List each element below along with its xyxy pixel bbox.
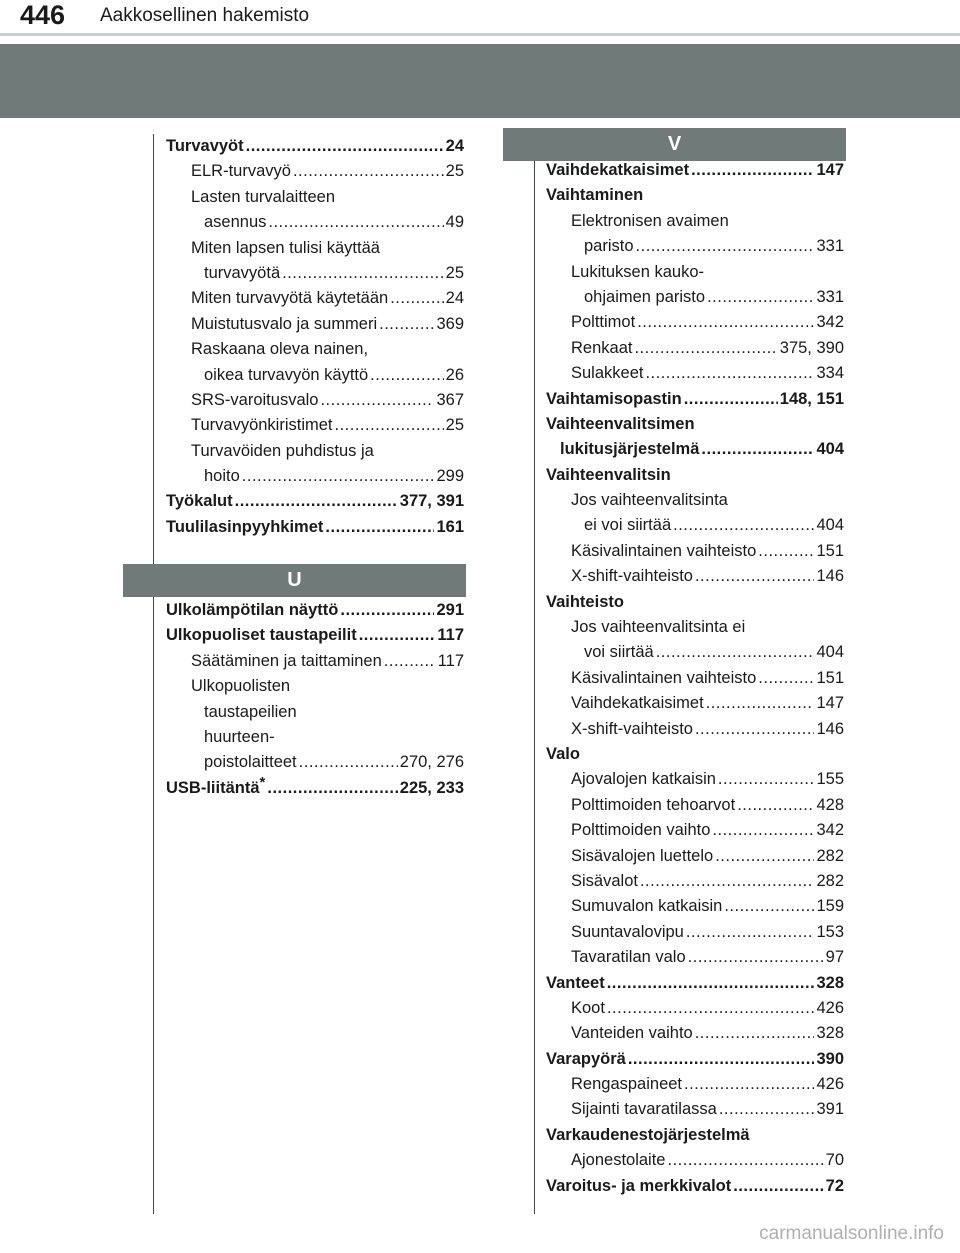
entry-term: asennus <box>204 213 267 232</box>
entry-page-ref: 24 <box>445 137 464 155</box>
index-entry <box>546 1072 844 1097</box>
entry-term: Elektronisen avaimen <box>571 211 729 230</box>
entry-term: Valo <box>546 744 580 763</box>
entry-page-ref: 97 <box>825 948 844 967</box>
dot-leader <box>715 844 814 869</box>
entry-term: Käsivalintainen vaihteisto <box>571 668 757 687</box>
entry-page-ref: 342 <box>816 313 844 332</box>
dot-leader <box>268 210 443 235</box>
dot-leader <box>695 564 815 589</box>
dot-leader <box>706 691 815 716</box>
section-u-entries <box>166 598 464 801</box>
index-entry <box>546 666 844 691</box>
entry-page-ref: 282 <box>816 871 844 890</box>
dot-leader <box>282 261 444 286</box>
index-entry <box>546 818 844 843</box>
index-entry <box>546 412 844 437</box>
section-v-header: V <box>503 128 846 161</box>
header-band <box>0 44 960 118</box>
dot-leader <box>325 515 434 540</box>
left-column-entries <box>166 134 464 540</box>
entry-term: poistolaitteet <box>204 753 297 772</box>
index-entry <box>166 773 464 801</box>
index-entry <box>166 674 464 699</box>
entry-term: X-shift-vaihteisto <box>571 567 693 586</box>
entry-term: Koot <box>571 998 605 1017</box>
dot-leader <box>370 363 443 388</box>
index-entry <box>166 439 464 464</box>
dot-leader <box>335 413 444 438</box>
watermark: carmanualsonline.info <box>759 1223 944 1244</box>
entry-page-ref: 117 <box>437 626 464 645</box>
index-entry <box>166 413 464 438</box>
index-entry <box>546 1097 844 1122</box>
index-entry <box>546 793 844 818</box>
entry-page-ref: 147 <box>816 694 844 713</box>
dot-leader <box>320 388 434 413</box>
index-entry <box>546 437 844 462</box>
entry-page-ref: 147 <box>816 161 844 179</box>
index-entry <box>166 700 464 725</box>
entry-term: lukitusjärjestelmä <box>560 440 700 459</box>
entry-term: Varapyörä <box>546 1049 626 1068</box>
index-entry <box>546 488 844 513</box>
index-entry <box>166 464 464 489</box>
dot-leader <box>235 489 398 514</box>
dot-leader <box>673 513 814 538</box>
entry-term: Polttimoiden vaihto <box>571 821 711 840</box>
entry-term: taustapeilien <box>204 702 297 721</box>
index-entry <box>546 767 844 792</box>
entry-page-ref: 390 <box>816 1049 844 1068</box>
dot-leader <box>758 666 814 691</box>
entry-page-ref: 225, 233 <box>399 778 464 797</box>
index-entry <box>546 894 844 919</box>
dot-leader <box>634 336 777 361</box>
entry-term: Tavaratilan valo <box>571 948 686 967</box>
dot-leader <box>688 945 824 970</box>
index-entry <box>166 134 464 159</box>
entry-page-ref: 331 <box>816 287 844 306</box>
dot-leader <box>695 717 815 742</box>
entry-term: Polttimoiden tehoarvot <box>571 795 736 814</box>
index-entry <box>546 971 844 996</box>
index-entry <box>546 463 844 488</box>
index-entry <box>166 725 464 750</box>
index-entry <box>546 920 844 945</box>
entry-page-ref: 404 <box>816 516 844 535</box>
entry-page-ref: 291 <box>436 601 464 619</box>
entry-term: ei voi siirtää <box>584 516 672 535</box>
entry-term: Raskaana oleva nainen, <box>191 340 369 359</box>
index-entry <box>546 564 844 589</box>
entry-term: Vaihteisto <box>546 592 624 611</box>
index-entry <box>546 260 844 285</box>
dot-leader <box>359 623 436 648</box>
entry-page-ref: 328 <box>816 1024 844 1043</box>
entry-term: Turvavöiden puhdistus ja <box>191 441 374 460</box>
entry-page-ref: 367 <box>436 390 464 409</box>
dot-leader <box>242 464 435 489</box>
entry-term: Turvavyöt <box>166 137 244 155</box>
entry-page-ref: 377, 391 <box>399 492 464 511</box>
dot-leader <box>390 286 443 311</box>
entry-page-ref: 146 <box>816 719 844 738</box>
index-entry <box>546 336 844 361</box>
index-entry <box>166 261 464 286</box>
entry-term: Vaihtaminen <box>546 186 644 205</box>
entry-term: Jos vaihteenvalitsinta ei <box>571 618 746 637</box>
index-entry <box>166 649 464 674</box>
entry-page-ref: 25 <box>445 416 464 435</box>
entry-page-ref: 328 <box>816 973 844 992</box>
dot-leader <box>691 158 814 183</box>
dot-leader <box>607 971 815 996</box>
entry-term: Säätäminen ja taittaminen <box>191 651 382 670</box>
index-entry <box>546 1148 844 1173</box>
entry-term: Ajovalojen katkaisin <box>571 770 716 789</box>
entry-term: Sijainti tavaratilassa <box>571 1100 717 1119</box>
entry-page-ref: 148, 151 <box>779 389 844 408</box>
index-entry <box>166 363 464 388</box>
entry-page-ref: 375, 390 <box>779 338 844 357</box>
index-entry <box>546 387 844 412</box>
entry-term: Miten lapsen tulisi käyttää <box>191 238 380 257</box>
entry-term: Varkaudenestojärjestelmä <box>546 1125 750 1144</box>
page-number: 446 <box>20 0 66 30</box>
entry-page-ref: 404 <box>816 440 844 459</box>
entry-term: paristo <box>584 237 634 256</box>
footnote-asterisk: * <box>259 773 266 791</box>
dot-leader <box>686 920 815 945</box>
page-title: Aakkosellinen hakemisto <box>100 5 310 26</box>
index-entry <box>546 717 844 742</box>
entry-page-ref: 159 <box>816 897 844 916</box>
entry-term: USB-liitäntä <box>166 778 260 797</box>
entry-page-ref: 146 <box>816 567 844 586</box>
entry-term: ELR-turvavyö <box>191 162 291 181</box>
dot-leader <box>607 996 815 1021</box>
dot-leader <box>737 793 814 818</box>
dot-leader <box>758 539 814 564</box>
entry-term: Renkaat <box>571 338 633 357</box>
entry-term: Lasten turvalaitteen <box>191 187 336 206</box>
index-entry <box>166 159 464 184</box>
entry-term: turvavyötä <box>204 263 281 282</box>
left-column-rule <box>153 134 154 1214</box>
index-entry <box>546 539 844 564</box>
entry-page-ref: 72 <box>825 1176 844 1195</box>
entry-term: ohjaimen paristo <box>584 287 706 306</box>
entry-term: Sulakkeet <box>571 364 644 383</box>
entry-page-ref: 428 <box>816 795 844 814</box>
index-entry <box>546 1174 844 1199</box>
dot-leader <box>695 1021 815 1046</box>
dot-leader <box>293 159 444 184</box>
entry-term: Sisävalot <box>571 871 638 890</box>
entry-page-ref: 299 <box>436 467 464 486</box>
entry-term: Turvavyönkiristimet <box>191 416 333 435</box>
entry-page-ref: 369 <box>436 314 464 333</box>
dot-leader <box>299 750 398 775</box>
index-entry <box>166 750 464 775</box>
index-entry <box>546 513 844 538</box>
entry-term: Ajonestolaite <box>571 1151 666 1170</box>
index-entry <box>546 844 844 869</box>
entry-term: Ulkolämpötilan näyttö <box>166 601 339 619</box>
entry-page-ref: 25 <box>445 263 464 282</box>
entry-term: voi siirtää <box>584 643 654 662</box>
index-entry <box>546 361 844 386</box>
entry-term: Miten turvavyötä käytetään <box>191 289 389 308</box>
entry-page-ref: 270, 276 <box>399 753 464 772</box>
entry-term: SRS-varoitusvalo <box>191 390 319 409</box>
entry-term: Sisävalojen luettelo <box>571 846 714 865</box>
entry-term: Varoitus- ja merkkivalot <box>546 1176 732 1195</box>
entry-page-ref: 334 <box>816 364 844 383</box>
index-entry <box>166 489 464 514</box>
entry-page-ref: 161 <box>436 517 464 536</box>
index-entry <box>546 310 844 335</box>
entry-page-ref: 117 <box>437 651 464 670</box>
entry-page-ref: 426 <box>816 1075 844 1094</box>
index-entry <box>166 337 464 362</box>
dot-leader <box>640 869 815 894</box>
entry-term: Polttimot <box>571 313 636 332</box>
index-entry <box>546 234 844 259</box>
dot-leader <box>684 387 778 412</box>
dot-leader <box>267 776 397 801</box>
index-entry <box>166 312 464 337</box>
entry-page-ref: 151 <box>816 668 844 687</box>
dot-leader <box>684 1072 814 1097</box>
section-u-header: U <box>123 564 466 597</box>
index-entry <box>166 286 464 311</box>
right-column-rule <box>534 158 535 1214</box>
dot-leader <box>719 1097 815 1122</box>
entry-term: Muistutusvalo ja summeri <box>191 314 378 333</box>
index-entry <box>546 691 844 716</box>
index-entry <box>166 210 464 235</box>
entry-term: Vaihdekatkaisimet <box>546 161 690 179</box>
entry-term: Työkalut <box>166 492 233 511</box>
index-entry <box>166 388 464 413</box>
dot-leader <box>340 598 434 623</box>
entry-page-ref: 49 <box>445 213 464 232</box>
entry-term: Vaihteenvalitsimen <box>546 414 695 433</box>
entry-term: Ulkopuoliset taustapeilit <box>166 626 357 645</box>
index-entry <box>546 209 844 234</box>
entry-term: X-shift-vaihteisto <box>571 719 693 738</box>
index-entry <box>166 598 464 623</box>
index-entry <box>546 615 844 640</box>
entry-term: Ulkopuolisten <box>191 677 291 696</box>
entry-term: Vaihdekatkaisimet <box>571 694 704 713</box>
dot-leader <box>246 134 444 159</box>
entry-page-ref: 153 <box>816 922 844 941</box>
dot-leader <box>645 361 814 386</box>
entry-term: Vaihteenvalitsin <box>546 465 671 484</box>
dot-leader <box>733 1174 823 1199</box>
entry-term: Jos vaihteenvalitsinta <box>571 491 728 510</box>
index-entry <box>546 590 844 615</box>
dot-leader <box>718 767 815 792</box>
entry-term: Lukituksen kauko- <box>571 262 704 281</box>
dot-leader <box>636 234 815 259</box>
section-v-entries <box>546 158 844 1199</box>
entry-term: oikea turvavyön käyttö <box>204 365 369 384</box>
page-header <box>0 0 960 36</box>
index-entry <box>546 1047 844 1072</box>
entry-term: Sumuvalon katkaisin <box>571 897 723 916</box>
entry-page-ref: 155 <box>816 770 844 789</box>
dot-leader <box>637 310 814 335</box>
index-entry <box>166 185 464 210</box>
index-entry <box>546 1021 844 1046</box>
entry-page-ref: 331 <box>816 237 844 256</box>
entry-term: Tuulilasinpyyhkimet <box>166 517 324 536</box>
dot-leader <box>667 1148 823 1173</box>
entry-term: Käsivalintainen vaihteisto <box>571 541 757 560</box>
entry-page-ref: 151 <box>816 541 844 560</box>
dot-leader <box>656 640 815 665</box>
entry-page-ref: 391 <box>816 1100 844 1119</box>
entry-page-ref: 24 <box>445 289 464 308</box>
dot-leader <box>384 649 436 674</box>
index-entry <box>166 236 464 261</box>
header-rule <box>0 33 960 36</box>
index-entry <box>546 945 844 970</box>
entry-term: Vaihtamisopastin <box>546 389 682 408</box>
index-entry <box>546 742 844 767</box>
entry-term: Vanteet <box>546 973 605 992</box>
index-entry <box>546 1123 844 1148</box>
index-entry <box>546 869 844 894</box>
entry-term: hoito <box>204 467 240 486</box>
entry-term: Suuntavalovipu <box>571 922 684 941</box>
entry-page-ref: 342 <box>816 821 844 840</box>
index-entry <box>546 158 844 183</box>
entry-page-ref: 25 <box>445 162 464 181</box>
entry-page-ref: 70 <box>825 1151 844 1170</box>
entry-term: Rengaspaineet <box>571 1075 683 1094</box>
entry-page-ref: 426 <box>816 998 844 1017</box>
dot-leader <box>379 312 434 337</box>
index-entry <box>546 640 844 665</box>
index-entry <box>166 623 464 648</box>
index-entry <box>546 285 844 310</box>
dot-leader <box>724 894 814 919</box>
entry-term: Vanteiden vaihto <box>571 1024 693 1043</box>
dot-leader <box>628 1047 815 1072</box>
index-entry <box>166 515 464 540</box>
index-entry <box>546 183 844 208</box>
entry-page-ref: 26 <box>445 365 464 384</box>
dot-leader <box>707 285 814 310</box>
entry-page-ref: 282 <box>816 846 844 865</box>
entry-page-ref: 404 <box>816 643 844 662</box>
entry-term: huurteen- <box>204 727 275 746</box>
index-entry <box>546 996 844 1021</box>
dot-leader <box>712 818 814 843</box>
dot-leader <box>701 437 814 462</box>
